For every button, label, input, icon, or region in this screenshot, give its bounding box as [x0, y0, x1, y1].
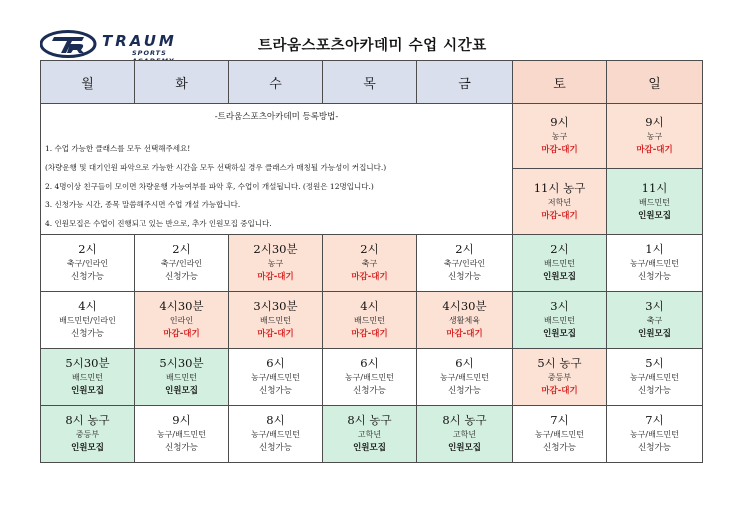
class-sport: 중등부 — [75, 429, 100, 439]
day-header-fri: 금 — [417, 61, 513, 104]
class-status: 마감-대기 — [257, 328, 294, 339]
class-cell[interactable] — [607, 291, 703, 348]
class-sport: 농구/배드민턴 — [629, 258, 680, 268]
page-title: 트라움스포츠아카데미 수업 시간표 — [258, 37, 487, 54]
class-cell[interactable] — [229, 234, 323, 291]
class-time: 4시 — [360, 298, 379, 313]
day-header-sun: 일 — [607, 61, 703, 104]
registration-info — [41, 104, 513, 235]
class-status: 인원모집 — [71, 442, 104, 453]
class-time: 9시 — [645, 115, 664, 130]
schedule-row — [41, 291, 703, 348]
class-time: 3시30분 — [253, 298, 298, 313]
class-time: 9시 — [550, 115, 569, 130]
class-time: 2시30분 — [253, 241, 298, 256]
class-cell[interactable] — [323, 348, 417, 405]
class-cell[interactable] — [323, 291, 417, 348]
class-cell[interactable] — [135, 348, 229, 405]
class-time: 4시30분 — [159, 298, 204, 313]
class-time: 11시 — [641, 180, 668, 195]
class-time: 2시 — [550, 241, 569, 256]
class-cell[interactable] — [607, 348, 703, 405]
class-cell[interactable] — [323, 405, 417, 462]
class-cell[interactable] — [513, 104, 607, 169]
class-sport: 축구/인라인 — [66, 258, 109, 268]
class-time: 3시 — [645, 298, 664, 313]
traum-emblem-icon — [40, 30, 98, 58]
class-time: 7시 — [550, 412, 569, 427]
class-status: 신청가능 — [165, 271, 198, 282]
class-time: 11시 농구 — [533, 180, 586, 195]
class-cell[interactable] — [513, 234, 607, 291]
class-sport: 중등부 — [547, 372, 572, 382]
class-cell[interactable] — [417, 291, 513, 348]
class-status: 인원모집 — [71, 385, 104, 396]
class-sport: 농구/배드민턴 — [156, 429, 207, 439]
class-cell[interactable] — [607, 169, 703, 235]
class-cell[interactable] — [513, 348, 607, 405]
class-time: 3시 — [550, 298, 569, 313]
class-time: 2시 — [78, 241, 97, 256]
class-time: 8시 농구 — [65, 412, 110, 427]
class-sport: 배드민턴 — [72, 372, 103, 382]
class-time: 8시 농구 — [347, 412, 392, 427]
class-status: 신청가능 — [638, 271, 671, 282]
class-status: 마감-대기 — [257, 271, 294, 282]
class-time: 6시 — [266, 355, 285, 370]
class-cell[interactable] — [229, 405, 323, 462]
class-time: 4시 — [78, 298, 97, 313]
class-cell[interactable] — [607, 104, 703, 169]
class-sport: 농구/배드민턴 — [344, 372, 395, 382]
class-cell[interactable] — [41, 291, 135, 348]
class-status: 신청가능 — [165, 442, 198, 453]
class-sport: 축구/인라인 — [160, 258, 203, 268]
class-sport: 고학년 — [357, 429, 382, 439]
class-time: 1시 — [645, 241, 664, 256]
class-sport: 농구 — [267, 258, 284, 268]
class-cell[interactable] — [135, 405, 229, 462]
class-status: 신청가능 — [353, 385, 386, 396]
class-cell[interactable] — [417, 348, 513, 405]
class-cell[interactable] — [41, 234, 135, 291]
class-status: 마감-대기 — [163, 328, 200, 339]
class-status: 인원모집 — [638, 210, 671, 221]
class-sport: 배드민턴 — [354, 315, 385, 325]
brand-subtitle: SPORTS — [132, 49, 167, 57]
day-header-thu: 목 — [323, 61, 417, 104]
class-sport: 고학년 — [452, 429, 477, 439]
class-status: 인원모집 — [448, 442, 481, 453]
class-sport: 농구 — [646, 132, 663, 142]
class-time: 8시 농구 — [442, 412, 487, 427]
class-time: 5시30분 — [159, 355, 204, 370]
class-time: 9시 — [172, 412, 191, 427]
class-time: 2시 — [360, 241, 379, 256]
class-sport: 배드민턴 — [639, 197, 670, 207]
class-sport: 배드민턴 — [260, 315, 291, 325]
info-line: 2. 4명이상 친구들이 모이면 차량운행 가능여부를 파악 후, 수업이 개설됩니다. (정원은 12명입니다.) — [45, 181, 374, 191]
class-status: 신청가능 — [71, 328, 104, 339]
class-sport: 인라인 — [169, 315, 194, 325]
class-status: 신청가능 — [543, 442, 576, 453]
academy-logo — [40, 30, 210, 60]
class-status: 인원모집 — [165, 385, 198, 396]
schedule-row — [41, 405, 703, 462]
day-header-mon: 월 — [41, 61, 135, 104]
class-sport: 농구/배드민턴 — [250, 429, 301, 439]
class-time: 4시30분 — [442, 298, 487, 313]
info-line: 4. 인원모집은 수업이 진행되고 있는 반으로, 추가 인원모집 중입니다. — [45, 219, 272, 229]
day-header-row — [41, 61, 703, 104]
class-status: 인원모집 — [638, 328, 671, 339]
class-time: 6시 — [360, 355, 379, 370]
class-time: 7시 — [645, 412, 664, 427]
class-cell[interactable] — [323, 234, 417, 291]
class-sport: 농구/배드민턴 — [629, 429, 680, 439]
info-line: 1. 수업 가능한 클래스를 모두 선택해주세요! — [45, 144, 191, 153]
class-sport: 축구/인라인 — [443, 258, 486, 268]
class-time: 5시 농구 — [537, 355, 582, 370]
class-status: 인원모집 — [543, 328, 576, 339]
info-line: (차량운행 및 대기인원 파악으로 가능한 시간을 모두 선택하실 경우 클래스가 매칭될 가능성이 커집니다.) — [45, 162, 387, 172]
class-status: 인원모집 — [353, 442, 386, 453]
class-status: 신청가능 — [638, 385, 671, 396]
class-sport: 배드민턴/인라인 — [59, 315, 116, 325]
class-sport: 농구/배드민턴 — [534, 429, 585, 439]
class-sport: 배드민턴 — [166, 372, 197, 382]
class-status: 신청가능 — [259, 442, 292, 453]
class-cell[interactable] — [607, 405, 703, 462]
class-sport: 배드민턴 — [544, 315, 575, 325]
class-sport: 생활체육 — [449, 315, 480, 325]
info-line: 3. 신청가능 시간, 종목 말씀해주시면 수업 개설 가능합니다. — [45, 200, 241, 210]
registration-info-title: -트라움스포츠아카데미 등록방법- — [214, 112, 339, 122]
day-header-wed: 수 — [229, 61, 323, 104]
day-header-tue: 화 — [135, 61, 229, 104]
class-sport: 축구 — [646, 315, 663, 325]
class-cell[interactable] — [513, 405, 607, 462]
class-sport: 저학년 — [547, 197, 572, 207]
class-status: 신청가능 — [259, 385, 292, 396]
class-time: 2시 — [172, 241, 191, 256]
class-time: 8시 — [266, 412, 285, 427]
timetable — [40, 60, 703, 463]
class-time: 6시 — [455, 355, 474, 370]
class-sport: 농구 — [551, 132, 568, 142]
class-cell[interactable] — [229, 348, 323, 405]
class-status: 마감-대기 — [541, 145, 578, 156]
class-status: 마감-대기 — [351, 328, 388, 339]
class-time: 5시30분 — [65, 355, 110, 370]
class-time: 5시 — [645, 355, 664, 370]
class-sport: 배드민턴 — [544, 258, 575, 268]
class-status: 신청가능 — [71, 271, 104, 282]
class-sport: 농구/배드민턴 — [250, 372, 301, 382]
brand-name: TRAUM — [102, 32, 177, 50]
class-cell[interactable] — [417, 234, 513, 291]
class-cell[interactable] — [229, 291, 323, 348]
class-sport: 농구/배드민턴 — [629, 372, 680, 382]
class-status: 마감-대기 — [541, 210, 578, 221]
schedule-row — [41, 348, 703, 405]
class-status: 인원모집 — [543, 271, 576, 282]
day-header-sat: 토 — [513, 61, 607, 104]
schedule-row — [41, 234, 703, 291]
class-cell[interactable] — [607, 234, 703, 291]
class-cell[interactable] — [41, 348, 135, 405]
class-cell[interactable] — [135, 234, 229, 291]
class-cell[interactable] — [417, 405, 513, 462]
class-status: 마감-대기 — [541, 385, 578, 396]
info-row-1 — [41, 104, 703, 169]
class-status: 신청가능 — [638, 442, 671, 453]
class-cell[interactable] — [41, 405, 135, 462]
class-status: 신청가능 — [448, 385, 481, 396]
class-sport: 농구/배드민턴 — [439, 372, 490, 382]
class-status: 마감-대기 — [351, 271, 388, 282]
class-cell[interactable] — [135, 291, 229, 348]
class-status: 마감-대기 — [446, 328, 483, 339]
class-status: 마감-대기 — [636, 145, 673, 156]
class-sport: 축구 — [361, 258, 378, 268]
class-cell[interactable] — [513, 169, 607, 235]
class-status: 신청가능 — [448, 271, 481, 282]
class-time: 2시 — [455, 241, 474, 256]
class-cell[interactable] — [513, 291, 607, 348]
